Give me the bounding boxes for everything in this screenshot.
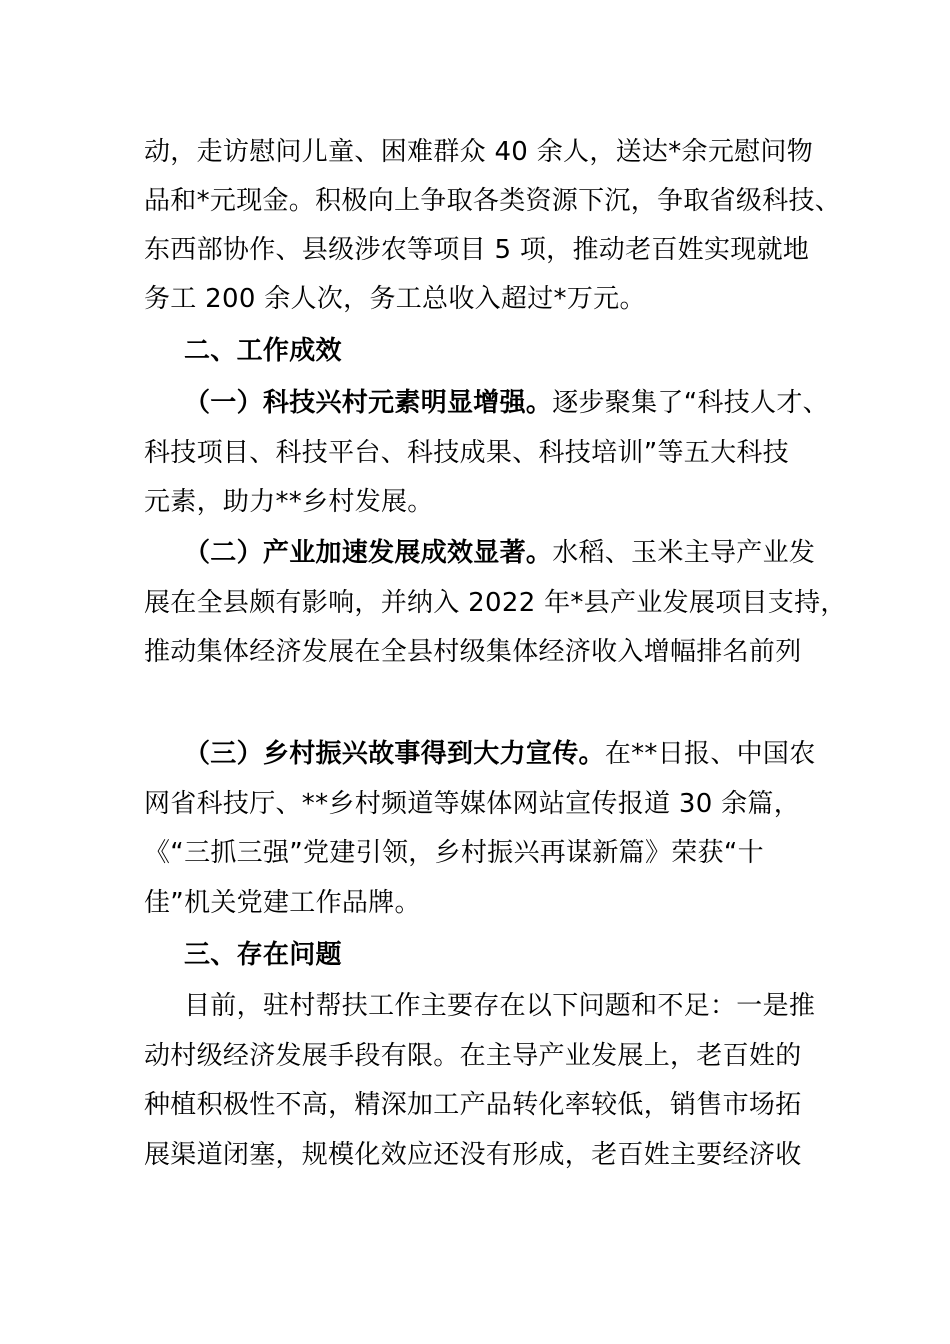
item3-line-3: 《“三抓三强”党建引领，乡村振兴再谋新篇》荣获“十 bbox=[144, 838, 764, 868]
item1-title: （一）科技兴村元素明显增强。 bbox=[184, 388, 553, 418]
item3-line-2: 网省科技厅、**乡村频道等媒体网站宣传报道 30 余篇， bbox=[144, 789, 801, 819]
section-heading-problems: 三、存在问题 bbox=[184, 940, 342, 970]
problems-line-3: 种植积极性不高，精深加工产品转化率较低，销售市场拓 bbox=[144, 1090, 802, 1120]
item1-line-1 bbox=[184, 383, 829, 423]
intro-line-4: 务工 200 余人次，务工总收入超过*万元。 bbox=[144, 284, 646, 314]
item3-line-1 bbox=[184, 734, 824, 774]
item2-line-2: 展在全县颇有影响，并纳入 2022 年*县产业发展项目支持， bbox=[144, 588, 847, 618]
intro-line-2: 品和*元现金。积极向上争取各类资源下沉，争取省级科技、 bbox=[144, 186, 842, 216]
item2-title: （二）产业加速发展成效显著。 bbox=[184, 538, 553, 568]
item1-text-1: 逐步聚集了“科技人才、 bbox=[552, 388, 829, 418]
item1-line-2: 科技项目、科技平台、科技成果、科技培训”等五大科技 bbox=[144, 438, 789, 468]
item3-text-1: 在**日报、中国农 bbox=[604, 739, 816, 769]
item3-title: （三）乡村振兴故事得到大力宣传。 bbox=[184, 739, 605, 769]
item3-line-4: 佳”机关党建工作品牌。 bbox=[144, 888, 421, 918]
intro-line-3: 东西部协作、县级涉农等项目 5 项，推动老百姓实现就地 bbox=[144, 235, 810, 265]
item2-line-1 bbox=[184, 533, 824, 573]
problems-line-1: 目前，驻村帮扶工作主要存在以下问题和不足：一是推 bbox=[184, 991, 816, 1021]
problems-line-2: 动村级经济发展手段有限。在主导产业发展上，老百姓的 bbox=[144, 1041, 802, 1071]
section-heading-achievements: 二、工作成效 bbox=[184, 336, 342, 366]
intro-line-1: 动，走访慰问儿童、困难群众 40 余人，送达*余元慰问物 bbox=[144, 137, 814, 167]
item2-line-3: 推动集体经济发展在全县村级集体经济收入增幅排名前列 bbox=[144, 637, 802, 667]
item2-text-1: 水稻、玉米主导产业发 bbox=[552, 538, 816, 568]
problems-line-4: 展渠道闭塞，规模化效应还没有形成，老百姓主要经济收 bbox=[144, 1140, 802, 1170]
item1-line-3: 元素，助力**乡村发展。 bbox=[144, 487, 434, 517]
